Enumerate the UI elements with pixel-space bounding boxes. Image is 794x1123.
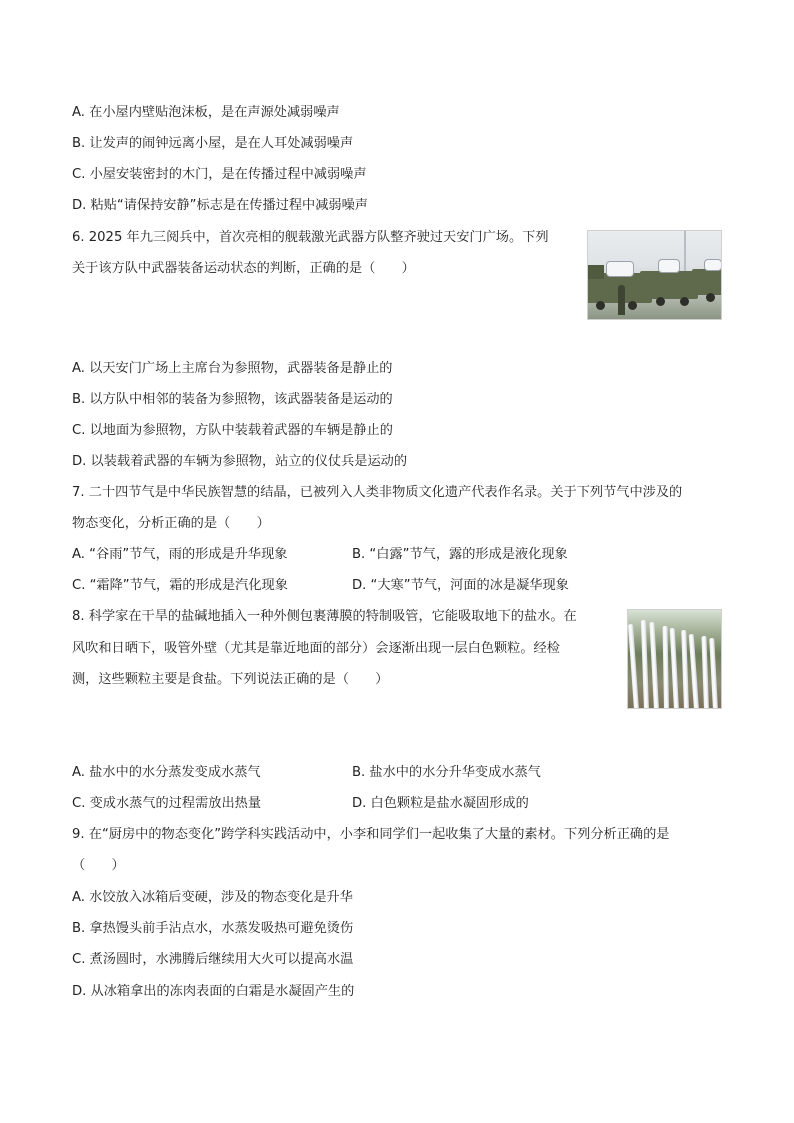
question-8-stem: 风吹和日晒下，吸管外壁（尤其是靠近地面的部分）会逐渐出现一层白色颗粒。经检 (72, 641, 560, 656)
option-text: D. 粘贴“请保持安静”标志是在传播过程中减弱噪声 (72, 198, 368, 213)
option-text: C. 以地面为参照物，方队中装载着武器的车辆是静止的 (72, 423, 393, 438)
question-7-stem: 物态变化，分析正确的是（ ） (72, 516, 270, 531)
option-text: A. 盐水中的水分蒸发变成水蒸气 (72, 765, 261, 780)
option-text: B. “白露”节气，露的形成是液化现象 (352, 547, 568, 562)
question-7-stem: 7. 二十四节气是中华民族智慧的结晶，已被列入人类非物质文化遗产代表作名录。关于下列节气中涉及的 (72, 485, 683, 500)
salt-straws-photo (627, 609, 722, 709)
option-text: D. “大寒”节气，河面的冰是凝华现象 (352, 578, 569, 593)
option-text: D. 从冰箱拿出的冻肉表面的白霜是水凝固产生的 (72, 984, 355, 999)
option-text: A. 在小屋内壁贴泡沫板，是在声源处减弱噪声 (72, 105, 340, 120)
option-text: C. “霜降”节气，霜的形成是汽化现象 (72, 578, 288, 593)
question-8-stem: 8. 科学家在干旱的盐碱地插入一种外侧包裹薄膜的特制吸管，它能吸取地下的盐水。在 (72, 609, 577, 624)
question-8-stem: 测，这些颗粒主要是食盐。下列说法正确的是（ ） (72, 672, 389, 687)
option-text: A. 以天安门广场上主席台为参照物，武器装备是静止的 (72, 361, 393, 376)
option-text: C. 小屋安装密封的木门，是在传播过程中减弱噪声 (72, 167, 367, 182)
question-6-stem: 关于该方队中武器装备运动状态的判断，正确的是（ ） (72, 261, 415, 276)
question-9-stem: 9. 在“厨房中的物态变化”跨学科实践活动中，小李和同学们一起收集了大量的素材。下列分析正确的是 (72, 827, 670, 842)
option-text: B. 拿热馒头前手沾点水，水蒸发吸热可避免烫伤 (72, 921, 354, 936)
option-text: B. 以方队中相邻的装备为参照物，该武器装备是运动的 (72, 392, 393, 407)
option-text: C. 变成水蒸气的过程需放出热量 (72, 796, 262, 811)
option-text: D. 白色颗粒是盐水凝固形成的 (352, 796, 529, 811)
laser-weapon-parade-photo (587, 230, 722, 320)
option-text: B. 让发声的闹钟远离小屋，是在人耳处减弱噪声 (72, 136, 354, 151)
option-text: C. 煮汤圆时，水沸腾后继续用大火可以提高水温 (72, 952, 354, 967)
question-6-stem: 6. 2025 年九三阅兵中，首次亮相的舰载激光武器方队整齐驶过天安门广场。下列 (72, 230, 549, 245)
option-text: A. 水饺放入冰箱后变硬，涉及的物态变化是升华 (72, 890, 353, 905)
option-text: B. 盐水中的水分升华变成水蒸气 (352, 765, 541, 780)
question-9-stem: （ ） (72, 858, 125, 873)
option-text: A. “谷雨”节气，雨的形成是升华现象 (72, 547, 288, 562)
option-text: D. 以装载着武器的车辆为参照物，站立的仪仗兵是运动的 (72, 454, 408, 469)
